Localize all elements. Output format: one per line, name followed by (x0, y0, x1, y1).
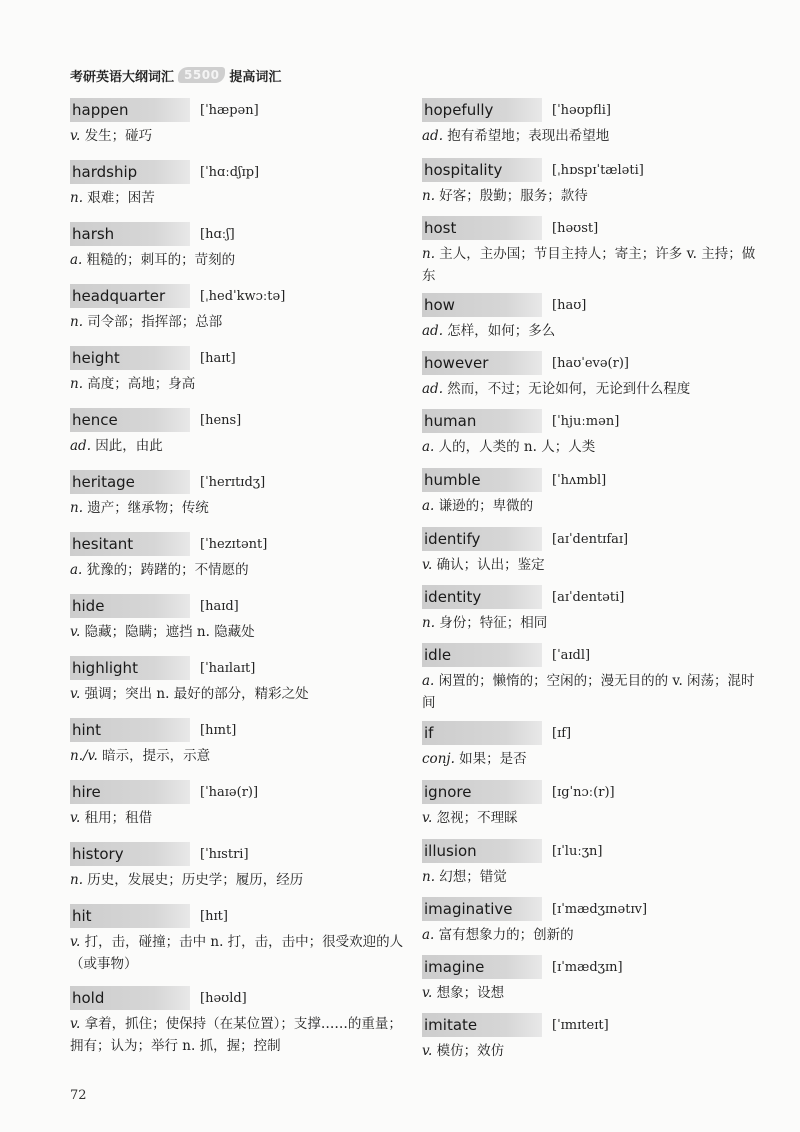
entry-phonetic: [ˈhaɪlaɪt] (200, 660, 256, 676)
entry-pos: a. (422, 498, 435, 514)
entry-meaning: 历史，发展史；历史学；履历，经历 (83, 872, 304, 888)
entry-height (70, 346, 410, 408)
entry-however (422, 351, 762, 409)
entry-happen (70, 98, 410, 160)
entry-definition (70, 249, 410, 271)
entry-meaning: 好客；殷勤；服务；款待 (435, 188, 588, 204)
entry-definition (70, 373, 410, 395)
entry-word: hospitality (422, 158, 542, 182)
entry-phonetic: [hɪt] (200, 908, 228, 924)
entry-pos: n. (70, 500, 83, 516)
entry-meaning: 然而，不过；无论如何，无论到什么程度 (442, 381, 691, 397)
entry-phonetic: [haʊˈevə(r)] (552, 355, 629, 371)
entry-meaning: 拿着，抓住；使保持（在某位置）；支撑……的重量；拥有；认为；举行 n. 抓，握；控制 (70, 1016, 402, 1054)
entry-phonetic: [ɪgˈnɔː(r)] (552, 784, 615, 800)
entry-definition (422, 495, 762, 517)
entry-definition (422, 807, 762, 829)
entry-word: identity (422, 585, 542, 609)
entry-meaning: 司令部；指挥部；总部 (83, 314, 223, 330)
entry-pos: v. (70, 810, 81, 826)
entry-definition (422, 866, 762, 888)
entry-word: however (422, 351, 542, 375)
entry-meaning: 怎样，如何；多么 (442, 323, 556, 339)
entry-pos: ad. (422, 323, 443, 339)
entry-definition (422, 320, 762, 342)
left-column (70, 98, 410, 1062)
entry-phonetic: [həʊld] (200, 990, 247, 1006)
entry-word: height (70, 346, 190, 370)
entry-pos: ad. (422, 381, 443, 397)
entry-phonetic: [ˈhezɪtənt] (200, 536, 268, 552)
entry-meaning: 艰难；困苦 (83, 190, 155, 206)
entry-definition (70, 311, 410, 333)
entry-hesitant (70, 532, 410, 594)
entry-headquarter (70, 284, 410, 346)
entry-pos: conj. (422, 751, 455, 767)
entry-definition (70, 931, 410, 975)
entry-word: identify (422, 527, 542, 551)
entry-meaning: 强调；突出 n. 最好的部分，精彩之处 (80, 686, 309, 702)
entry-phonetic: [ˌhedˈkwɔːtə] (200, 288, 286, 304)
entry-pos: n. (422, 188, 435, 204)
entry-pos: n./v. (70, 748, 98, 764)
entry-meaning: 抱有希望地；表现出希望地 (442, 128, 610, 144)
entry-pos: n. (422, 869, 435, 885)
entry-phonetic: [haʊ] (552, 297, 587, 313)
entry-meaning: 高度；高地；身高 (83, 376, 196, 392)
entry-pos: n. (70, 872, 83, 888)
entry-phonetic: [aɪˈdentɪfaɪ] (552, 531, 629, 547)
entry-hint (70, 718, 410, 780)
entry-word: imaginative (422, 897, 542, 921)
page-header (70, 64, 281, 86)
entry-meaning: 隐藏；隐瞒；遮挡 n. 隐藏处 (80, 624, 255, 640)
entry-definition (422, 1040, 762, 1062)
entry-highlight (70, 656, 410, 718)
entry-pos: v. (70, 128, 81, 144)
entry-pos: ad. (70, 438, 91, 454)
entry-word: idle (422, 643, 542, 667)
entry-phonetic: [aɪˈdentəti] (552, 589, 625, 605)
entry-meaning: 确认；认出；鉴定 (432, 557, 545, 573)
entry-definition (422, 612, 762, 634)
entry-definition (422, 554, 762, 576)
entry-pos: a. (70, 252, 83, 268)
entry-hospitality (422, 158, 762, 216)
entry-hopefully (422, 98, 762, 158)
entry-imaginative (422, 897, 762, 955)
entry-history (70, 842, 410, 904)
entry-pos: v. (422, 1043, 433, 1059)
entry-human (422, 409, 762, 468)
entry-meaning: 遗产；继承物；传统 (83, 500, 209, 516)
entry-pos: v. (70, 686, 81, 702)
entry-phonetic: [həʊst] (552, 220, 599, 236)
entry-definition (70, 1013, 410, 1057)
entry-how (422, 293, 762, 351)
entry-meaning: 闲置的；懒惰的；空闲的；漫无目的的 v. 闲荡；混时间 (422, 673, 755, 711)
entry-hardship (70, 160, 410, 222)
entry-word: history (70, 842, 190, 866)
entry-meaning: 犹豫的；踌躇的；不情愿的 (82, 562, 249, 578)
entry-identify (422, 527, 762, 585)
entry-definition (422, 670, 762, 714)
entry-heritage (70, 470, 410, 532)
header-badge: 5500 (178, 67, 225, 83)
entry-hold (70, 986, 410, 1062)
entry-phonetic: [ˈhʌmbl] (552, 472, 607, 488)
entry-word: hit (70, 904, 190, 928)
entry-phonetic: [ˈhɪstri] (200, 846, 249, 862)
entry-pos: n. (70, 314, 83, 330)
entry-definition (422, 982, 762, 1004)
entry-humble (422, 468, 762, 527)
header-suffix: 提高词汇 (229, 69, 282, 85)
entry-word: hardship (70, 160, 190, 184)
entry-meaning: 身份；特征；相同 (435, 615, 548, 631)
entry-word: heritage (70, 470, 190, 494)
entry-word: hold (70, 986, 190, 1010)
entry-word: hence (70, 408, 190, 432)
entry-meaning: 幻想；错觉 (435, 869, 507, 885)
entry-pos: ad. (422, 128, 443, 144)
entry-pos: n. (422, 615, 435, 631)
entry-pos: v. (70, 1016, 81, 1032)
entry-definition (422, 378, 762, 400)
entry-definition (70, 807, 410, 829)
entry-pos: a. (70, 562, 83, 578)
entry-phonetic: [ˌhɒspɪˈtæləti] (552, 162, 644, 178)
entry-pos: v. (422, 557, 433, 573)
entry-definition (70, 559, 410, 581)
entry-phonetic: [haɪd] (200, 598, 239, 614)
entry-meaning: 发生；碰巧 (80, 128, 153, 144)
entry-if (422, 721, 762, 780)
right-column (422, 98, 762, 1065)
entry-hire (70, 780, 410, 842)
entry-identity (422, 585, 762, 643)
entry-pos: v. (70, 934, 81, 950)
entry-word: hint (70, 718, 190, 742)
entry-illusion (422, 839, 762, 897)
entry-phonetic: [hens] (200, 412, 242, 428)
entry-phonetic: [ˈaɪdl] (552, 647, 591, 663)
entry-pos: a. (422, 927, 435, 943)
entry-word: happen (70, 98, 190, 122)
entry-word: highlight (70, 656, 190, 680)
entry-definition (70, 745, 410, 767)
entry-phonetic: [hɪnt] (200, 722, 237, 738)
entry-definition (422, 924, 762, 946)
entry-phonetic: [ɪf] (552, 725, 572, 741)
entry-word: humble (422, 468, 542, 492)
entry-definition (70, 187, 410, 209)
entry-meaning: 谦逊的；卑微的 (434, 498, 534, 514)
entry-meaning: 忽视；不理睬 (432, 810, 518, 826)
entry-phonetic: [ɪˈluːʒn] (552, 843, 603, 859)
entry-word: imagine (422, 955, 542, 979)
entry-meaning: 主人，主办国；节目主持人；寄主；许多 v. 主持；做东 (422, 246, 756, 284)
entry-phonetic: [ɪˈmædʒɪn] (552, 959, 623, 975)
entry-word: hesitant (70, 532, 190, 556)
entry-word: if (422, 721, 542, 745)
entry-hide (70, 594, 410, 656)
entry-idle (422, 643, 762, 721)
entry-ignore (422, 780, 762, 839)
entry-phonetic: [ˈhjuːmən] (552, 413, 620, 429)
entry-definition (422, 436, 762, 458)
entry-definition (70, 683, 410, 705)
entry-definition (70, 125, 410, 147)
entry-definition (422, 125, 762, 147)
entry-word: imitate (422, 1013, 542, 1037)
entry-word: ignore (422, 780, 542, 804)
entry-pos: a. (422, 439, 435, 455)
entry-pos: n. (70, 190, 83, 206)
entry-word: human (422, 409, 542, 433)
entry-imitate (422, 1013, 762, 1065)
entry-pos: a. (422, 673, 435, 689)
entry-meaning: 模仿；效仿 (432, 1043, 505, 1059)
entry-imagine (422, 955, 762, 1013)
entry-meaning: 暗示，提示，示意 (97, 748, 211, 764)
entry-word: harsh (70, 222, 190, 246)
entry-hence (70, 408, 410, 470)
entry-meaning: 打，击，碰撞；击中 n. 打，击，击中；很受欢迎的人（或事物） (70, 934, 404, 972)
entry-hit (70, 904, 410, 986)
entry-phonetic: [ˈɪmɪteɪt] (552, 1017, 609, 1033)
entry-meaning: 因此，由此 (90, 438, 163, 454)
entry-word: headquarter (70, 284, 190, 308)
entry-phonetic: [ˈherɪtɪdʒ] (200, 474, 266, 490)
entry-word: how (422, 293, 542, 317)
entry-phonetic: [ˈhaɪə(r)] (200, 784, 259, 800)
entry-meaning: 富有想象力的；创新的 (434, 927, 574, 943)
entry-pos: n. (422, 246, 435, 262)
entry-phonetic: [ˈhæpən] (200, 102, 259, 118)
page-number: 72 (70, 1088, 87, 1103)
entry-phonetic: [ˈhɑːdʃɪp] (200, 164, 260, 180)
entry-pos: v. (70, 624, 81, 640)
entry-definition (70, 621, 410, 643)
entry-word: host (422, 216, 542, 240)
entry-word: hopefully (422, 98, 542, 122)
entry-meaning: 想象；设想 (432, 985, 505, 1001)
header-prefix: 考研英语大纲词汇 (70, 69, 175, 85)
entry-meaning: 粗糙的；刺耳的；苛刻的 (82, 252, 236, 268)
entry-definition (70, 869, 410, 891)
entry-phonetic: [haɪt] (200, 350, 236, 366)
entry-definition (422, 243, 762, 287)
entry-definition (422, 748, 762, 770)
entry-definition (422, 185, 762, 207)
entry-pos: v. (422, 985, 433, 1001)
entry-meaning: 如果；是否 (454, 751, 527, 767)
entry-phonetic: [hɑːʃ] (200, 226, 235, 242)
entry-harsh (70, 222, 410, 284)
entry-pos: v. (422, 810, 433, 826)
entry-word: hide (70, 594, 190, 618)
entry-pos: n. (70, 376, 83, 392)
entry-word: hire (70, 780, 190, 804)
entry-phonetic: [ˈhəʊpfli] (552, 102, 611, 118)
entry-word: illusion (422, 839, 542, 863)
entry-definition (70, 435, 410, 457)
entry-phonetic: [ɪˈmædʒɪnətɪv] (552, 901, 648, 917)
entry-host (422, 216, 762, 293)
entry-meaning: 租用；租借 (80, 810, 153, 826)
entry-definition (70, 497, 410, 519)
entry-meaning: 人的，人类的 n. 人；人类 (434, 439, 596, 455)
